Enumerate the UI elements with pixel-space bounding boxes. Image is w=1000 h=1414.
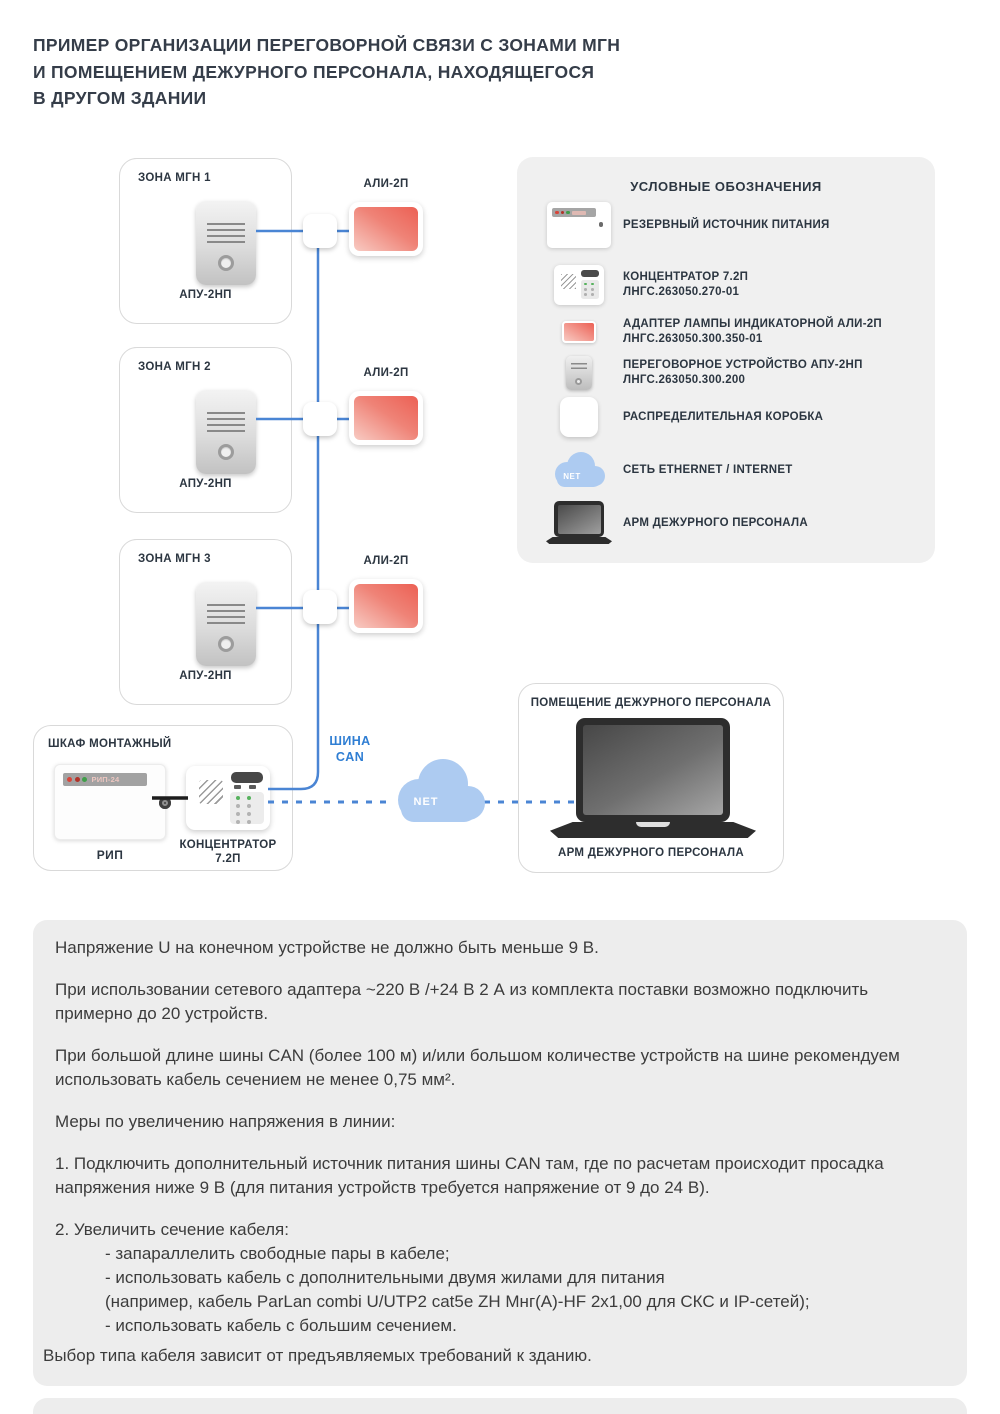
arm-label: АРМ ДЕЖУРНОГО ПЕРСОНАЛА: [557, 847, 745, 859]
rip-label: РИП: [96, 848, 124, 862]
cabinet-title: ШКАФ МОНТАЖНЫЙ: [48, 738, 172, 750]
legend-label: РЕЗЕРВНЫЙ ИСТОЧНИК ПИТАНИЯ: [623, 218, 830, 231]
page-title-line-2: И ПОМЕЩЕНИЕМ ДЕЖУРНОГО ПЕРСОНАЛА, НАХОДЯЩЕГОСЯ: [33, 61, 595, 82]
psu-icon: [547, 202, 611, 248]
legend-icon-cell: [535, 202, 623, 248]
net-cloud-text: NET: [413, 796, 439, 808]
can-bus-label-line1: ШИНА: [329, 734, 371, 748]
zone-mgn-3-title: ЗОНА МГН 3: [138, 553, 211, 565]
mounting-cabinet-box: [33, 725, 293, 871]
legend-label: СЕТЬ ETHERNET / INTERNET: [623, 463, 793, 476]
legend-label-sub: ЛНГС.263050.270-01: [623, 286, 740, 298]
call-button-icon: [218, 636, 234, 652]
rip-power-supply: [54, 764, 166, 840]
junction-box: [303, 214, 337, 248]
psu-badge: [572, 211, 586, 215]
call-button-icon: [218, 444, 234, 460]
ali-2p-adapter: [349, 202, 423, 256]
led-red-icon: [67, 777, 72, 782]
concentrator-icon: [554, 265, 604, 305]
legend-label: РАСПРЕДЕЛИТЕЛЬНАЯ КОРОБКА: [623, 410, 824, 423]
legend-icon-cell: [535, 321, 623, 343]
keypad-icon: [230, 792, 264, 824]
laptop-screen: [554, 501, 604, 537]
speaker-grill-icon: [207, 604, 245, 626]
call-button-icon: [575, 378, 582, 385]
legend-label-sub: ЛНГС.263050.300.200: [623, 374, 746, 386]
indicator-lamp-icon: [354, 584, 418, 628]
net-cloud-icon: [551, 451, 607, 489]
apu-2np-label: АПУ-2НП: [179, 670, 232, 682]
note-list-item: - использовать кабель с дополнительными двумя жилами для питания: [105, 1268, 665, 1287]
speaker-hatch-icon: [199, 780, 223, 804]
legend-row-junction-box: [535, 397, 919, 437]
apu-2np-device: [196, 582, 256, 666]
led-green-icon: [82, 777, 87, 782]
display-icon: [581, 270, 599, 277]
ali-2p-adapter: [349, 391, 423, 445]
speaker-hatch-icon: [561, 274, 576, 289]
apu-2np-label: АПУ-2НП: [179, 478, 232, 490]
speaker-grill-icon: [207, 412, 245, 434]
legend-row-psu: [535, 202, 919, 248]
concentrator-label-line2: 7.2П: [215, 853, 241, 865]
laptop-icon: [576, 718, 730, 822]
note-paragraph: 1. Подключить дополнительный источник питания шины CAN там, где по расчетам происходит просадка напряжения ниже 9 В (для питания устройств требуется напряжение от 9 до 24 В).: [55, 1154, 884, 1197]
indicator-lamp-icon: [354, 396, 418, 440]
zone-mgn-3-box: [119, 539, 292, 705]
legend-label-sub: ЛНГС.263050.300.350-01: [623, 333, 763, 345]
power-connector-icon: [599, 222, 604, 227]
legend-icon-cell: [535, 356, 623, 390]
concentrator-label-line1: КОНЦЕНТРАТОР: [179, 839, 277, 851]
ali-2p-label: АЛИ-2П: [363, 555, 409, 567]
keypad-icon: [581, 280, 599, 299]
can-bus-label: [320, 734, 380, 765]
notes-panel: [33, 920, 967, 1386]
legend-icon-cell: [535, 501, 623, 545]
legend-row-concentrator: [535, 265, 919, 305]
rip-status-bar: [63, 773, 147, 786]
power-connector-icon: [159, 797, 171, 809]
note-paragraph: Выбор типа кабеля зависит от предъявляемых требований к зданию.: [43, 1346, 592, 1365]
legend-label-line: КОНЦЕНТРАТОР 7.2П: [623, 271, 749, 283]
net-cloud-icon: [391, 756, 487, 828]
apu-2np-device: [196, 390, 256, 474]
legend-row-intercom: [535, 356, 919, 390]
led-red-icon: [75, 777, 80, 782]
zone-mgn-1-box: [119, 158, 292, 324]
speaker-grill-icon: [207, 223, 245, 245]
laptop-screen: [583, 725, 723, 815]
led-red-icon: [561, 211, 565, 215]
duty-room-box: [518, 683, 784, 873]
intercom-icon: [566, 356, 592, 390]
page-title: [33, 32, 773, 112]
display-icon: [231, 772, 263, 783]
concentrator-label: [164, 838, 292, 866]
junction-box: [303, 402, 337, 436]
psu-status-bar: [552, 208, 596, 217]
legend-title: УСЛОВНЫЕ ОБОЗНАЧЕНИЯ: [630, 179, 822, 194]
legend-label-line: АДАПТЕР ЛАМПЫ ИНДИКАТОРНОЙ АЛИ-2П: [623, 318, 882, 330]
ali-2p-label: АЛИ-2П: [363, 178, 409, 190]
lamp-adapter-icon: [562, 321, 596, 343]
zone-mgn-2-title: ЗОНА МГН 2: [138, 361, 211, 373]
indicator-lamp-icon: [354, 207, 418, 251]
note-paragraph: 2. Увеличить сечение кабеля:: [55, 1220, 289, 1239]
rip-badge: РИП-24: [91, 775, 120, 784]
duty-room-title: ПОМЕЩЕНИЕ ДЕЖУРНОГО ПЕРСОНАЛА: [530, 697, 772, 709]
note-list-item: - запараллелить свободные пары в кабеле;: [105, 1244, 450, 1263]
page-title-line-3: В ДРУГОМ ЗДАНИИ: [33, 88, 207, 108]
legend-panel: [517, 157, 935, 563]
ali-2p-label: АЛИ-2П: [363, 367, 409, 379]
note-list-item: - использовать кабель с большим сечением.: [105, 1316, 457, 1335]
legend-label: [623, 317, 882, 347]
apu-2np-device: [196, 201, 256, 285]
note-paragraph: При большой длине шины CAN (более 100 м) и/или большом количестве устройств на шине рекомендуем использовать кабель сечением не менее 0,75 мм².: [55, 1046, 900, 1089]
legend-row-lamp-adapter: [535, 317, 919, 347]
can-bus-label-line2: CAN: [335, 749, 365, 764]
apu-2np-label: АПУ-2НП: [179, 289, 232, 301]
page-title-line-1: ПРИМЕР ОРГАНИЗАЦИИ ПЕРЕГОВОРНОЙ СВЯЗИ С ЗОНАМИ МГН: [33, 35, 621, 55]
speaker-grill-icon: [571, 363, 587, 372]
ports-icon: [234, 785, 260, 789]
junction-box-icon: [560, 397, 598, 437]
laptop-base: [546, 537, 612, 544]
zone-mgn-2-box: [119, 347, 292, 513]
legend-icon-cell: [535, 397, 623, 437]
legend-icon-cell: [535, 265, 623, 305]
legend-label-line: ПЕРЕГОВОРНОЕ УСТРОЙСТВО АПУ-2НП: [623, 359, 863, 371]
note-paragraph: Меры по увеличению напряжения в линии:: [55, 1112, 396, 1131]
next-panel-edge: [33, 1398, 967, 1414]
note-paragraph: При использовании сетевого адаптера ~220 В /+24 В 2 А из комплекта поставки возможно подключить примерно до 20 устройств.: [55, 980, 869, 1023]
legend-row-network: [535, 451, 919, 489]
net-cloud-text: NET: [563, 472, 581, 481]
note-paragraph: Напряжение U на конечном устройстве не должно быть меньше 9 В.: [55, 938, 599, 957]
laptop-notch: [636, 822, 670, 827]
call-button-icon: [218, 255, 234, 271]
led-red-icon: [555, 211, 559, 215]
laptop-icon: [546, 501, 612, 545]
led-green-icon: [566, 211, 570, 215]
ali-2p-adapter: [349, 579, 423, 633]
junction-box: [303, 590, 337, 624]
note-list-item: (например, кабель ParLan combi U/UTP2 cat5e ZH Мнг(А)-HF 2x1,00 для СКС и IP-сетей);: [105, 1292, 810, 1311]
laptop-base: [550, 822, 756, 838]
concentrator-device: [186, 766, 270, 830]
legend-row-arm: [535, 501, 919, 545]
zone-mgn-1-title: ЗОНА МГН 1: [138, 172, 211, 184]
legend-label: [623, 358, 863, 388]
legend-label: [623, 270, 748, 300]
legend-label: АРМ ДЕЖУРНОГО ПЕРСОНАЛА: [623, 516, 808, 529]
note-list: [105, 1242, 933, 1338]
legend-icon-cell: [535, 451, 623, 489]
